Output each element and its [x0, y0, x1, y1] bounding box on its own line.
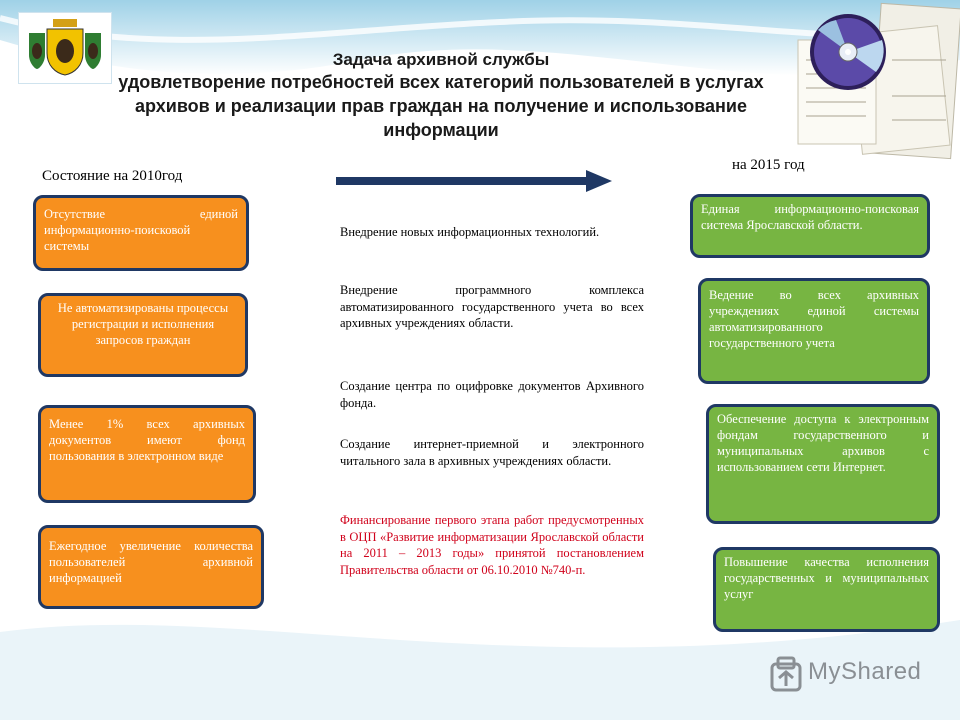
right-box-4: Повышение качества исполнения государственных и муниципальных услуг — [713, 547, 940, 632]
label-2015: на 2015 год — [732, 157, 805, 173]
right-box-1: Единая информационно-поисковая система Ярославской области. — [690, 194, 930, 258]
middle-funding-note: Финансирование первого этапа работ предусмотренных в ОЦП «Развитие информатизации Ярославской области на 2011 – 2013 годы» принятой постановлением Правительства области от 06.10.2010 №740-п. — [340, 513, 644, 577]
middle-item-1: Внедрение новых информационных технологий. — [340, 225, 600, 239]
right-box-2: Ведение во всех архивных учреждениях единой системы автоматизированного государственного учета — [698, 278, 930, 384]
middle-item-4: Создание интернет-приемной и электронного читального зала в архивных учреждениях области. — [340, 437, 644, 468]
title-line-1: Задача архивной службы — [332, 50, 550, 69]
left-box-4: Ежегодное увеличение количества пользователей архивной информацией — [38, 525, 264, 609]
right-box-3: Обеспечение доступа к электронным фондам государственного и муниципальных архивов с использованием сети Интернет. — [706, 404, 940, 524]
slide-title — [96, 50, 786, 142]
arrow-right-icon — [336, 170, 612, 192]
middle-item-2: Внедрение программного комплекса автоматизированного государственного учета во всех архивных учреждениях области. — [340, 283, 644, 330]
left-box-1: Отсутствие единой информационно-поисковой системы — [33, 195, 249, 271]
watermark-text: MyShared — [808, 658, 922, 685]
label-state-2010: Состояние на 2010год — [42, 168, 183, 184]
left-box-3: Менее 1% всех архивных документов имеют фонд пользования в электронном виде — [38, 405, 256, 503]
title-text: удовлетворение потребностей всех категорий пользователей в услугах архивов и реализации прав граждан на получение и использование информации — [118, 72, 764, 140]
documents-cd-illustration — [796, 0, 960, 160]
middle-item-3: Создание центра по оцифровке документов Архивного фонда. — [340, 379, 644, 410]
left-box-2: Не автоматизированы процессы регистрации и исполнения запросов граждан — [38, 293, 248, 377]
